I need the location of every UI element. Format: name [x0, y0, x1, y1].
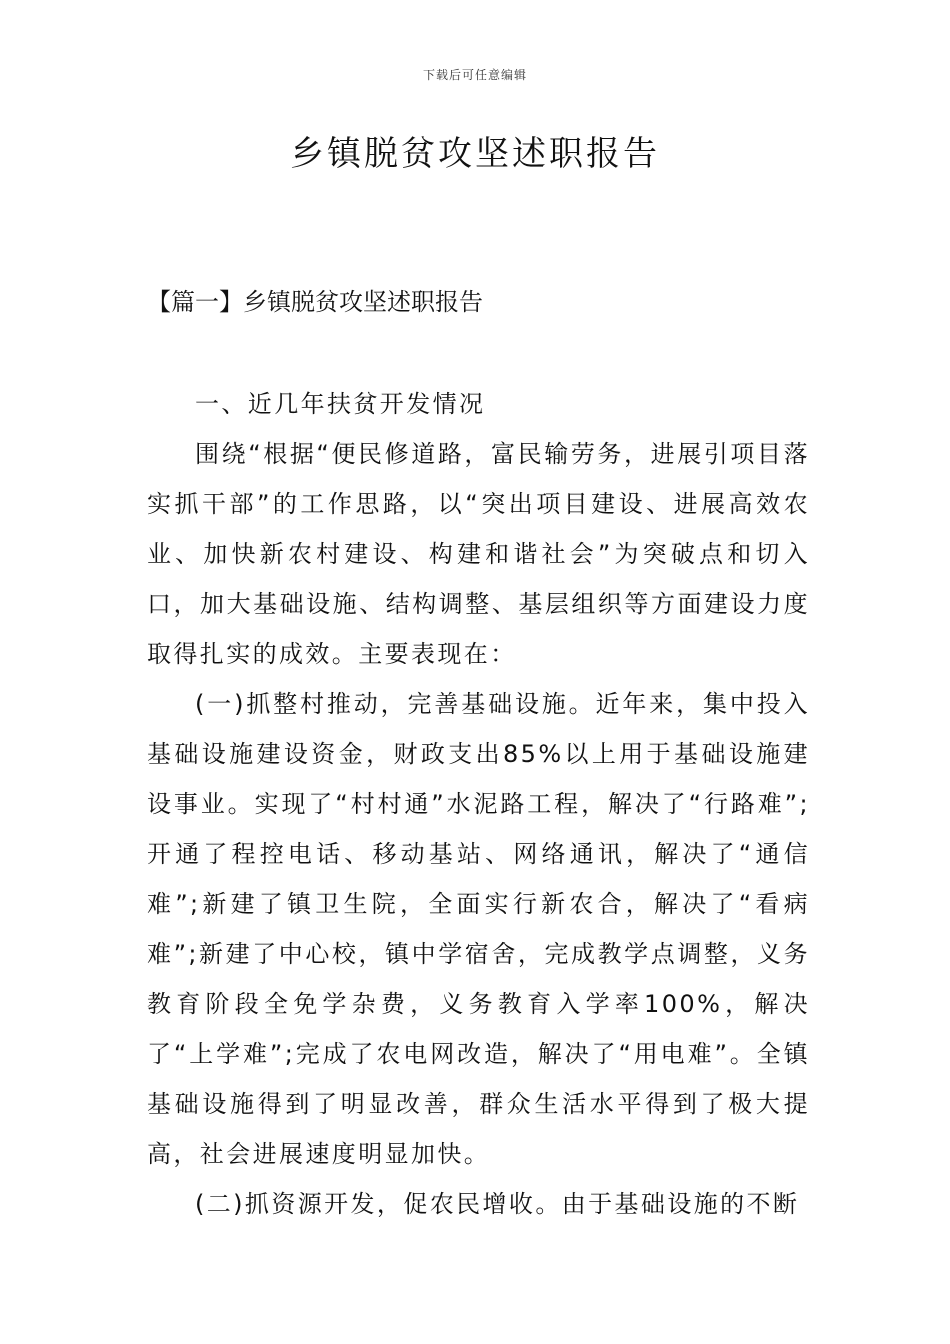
paragraph: (一)抓整村推动，完善基础设施。近年来，集中投入基础设施建设资金，财政支出85%以上用于基础设施建设事业。实现了“村村通”水泥路工程，解决了“行路难”;开通了程控电话、移动基站、网络通讯，解决了“通信难”;新建了镇卫生院，全面实行新农合，解决了“看病难”;新建了中心校，镇中学宿舍，完成教学点调整，义务教育阶段全免学杂费，义务教育入学率100%，解决了“上学难”;完成了农电网改造，解决了“用电难”。全镇基础设施得到了明显改善，群众生活水平得到了极大提高，社会进展速度明显加快。	[147, 690, 810, 1168]
document-title: 乡镇脱贫攻坚述职报告	[290, 134, 660, 174]
section-heading: 【篇一】乡镇脱贫攻坚述职报告	[147, 288, 483, 316]
header-note: 下载后可任意编辑	[422, 68, 527, 82]
paragraph: 围绕“根据“便民修道路，富民输劳务，进展引项目落实抓干部”的工作思路，以“突出项目建设、进展高效农业、加快新农村建设、构建和谐社会”为突破点和切入口，加大基础设施、结构调整、基层组织等方面建设力度取得扎实的成效。主要表现在：	[147, 440, 810, 668]
paragraph: (二)抓资源开发，促农民增收。由于基础设施的不断	[195, 1190, 800, 1218]
paragraph: 一、近几年扶贫开发情况	[195, 390, 486, 418]
body-text	[147, 379, 810, 1229]
